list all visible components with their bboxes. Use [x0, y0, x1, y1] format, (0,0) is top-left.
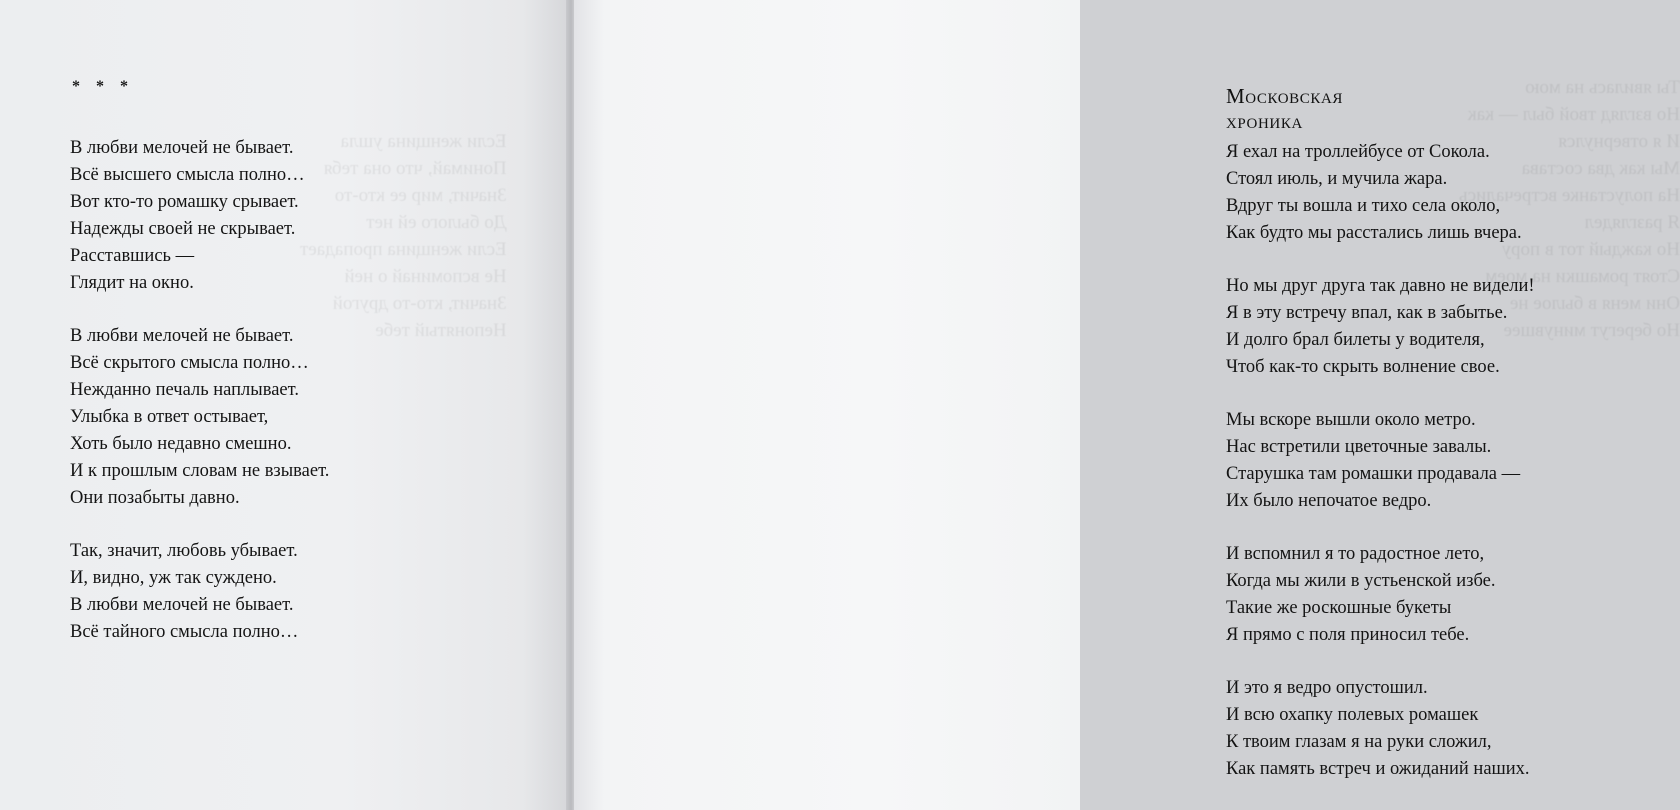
poem-line: В любви мелочей не бывает.: [70, 595, 294, 615]
stanza-gap: [70, 297, 329, 323]
stanza: [1226, 541, 1535, 649]
bleed-through-text: Если женщина ушла Понимай, что она тебя Значит, мир ее кто-то До былого ей нет Если женщина пропадает Не вспоминай о ней Значит, кто-то другой Непонятый тебе: [300, 131, 507, 341]
stanza: [70, 323, 329, 512]
poem-line: Как будто мы расстались лишь вчера.: [1226, 223, 1522, 243]
poem-line: Хоть было недавно смешно.: [70, 434, 292, 454]
stanza-gap: [1226, 649, 1535, 675]
poem-line: Расставшись —: [70, 246, 195, 266]
stanza-gap: [1226, 515, 1535, 541]
poem-line: Вот кто-то ромашку срывает.: [70, 192, 299, 212]
left-poem: [70, 135, 329, 646]
poem-line: Улыбка в ответ остывает,: [70, 407, 269, 427]
poem-line: Я ехал на троллейбусе от Сокола.: [1226, 142, 1490, 162]
poem-line: Я прямо с поля приносил тебе.: [1226, 625, 1470, 645]
poem-line: И, видно, уж так суждено.: [70, 568, 277, 588]
poem-line: Они позабыты давно.: [70, 488, 240, 508]
stanza: [1226, 675, 1535, 783]
poem-line: Нежданно печаль наплывает.: [70, 380, 299, 400]
stanza: [1226, 273, 1535, 381]
poem-line: К твоим глазам я на руки сложил,: [1226, 732, 1492, 752]
poem-line: Глядит на окно.: [70, 273, 194, 293]
poem-line: И долго брал билеты у водителя,: [1226, 330, 1485, 350]
poem-line: Так, значит, любовь убывает.: [70, 541, 298, 561]
stanza-gap: [1226, 247, 1535, 273]
stanza: [70, 135, 329, 297]
poem-line: Всё тайного смысла полно…: [70, 622, 299, 642]
poem-line: Когда мы жили в устьенской избе.: [1226, 571, 1496, 591]
poem-line: И это я ведро опустошил.: [1226, 678, 1428, 698]
poem-line: Такие же роскошные букеты: [1226, 598, 1452, 618]
poem-line: Надежды своей не скрывает.: [70, 219, 296, 239]
poem-line: И к прошлым словам не взывает.: [70, 461, 330, 481]
poem-line: Всё скрытого смысла полно…: [70, 353, 309, 373]
stanza: [70, 538, 329, 646]
poem-line: Но мы друг друга так давно не видели!: [1226, 276, 1535, 296]
stanza-gap: [70, 512, 329, 538]
stanza: [1226, 139, 1535, 247]
poem-title: Московская хроника: [1226, 84, 1344, 133]
poem-line: И вспомнил я то радостное лето,: [1226, 544, 1485, 564]
poem-line: В любви мелочей не бывает.: [70, 138, 294, 158]
section-ornament: * * *: [72, 78, 134, 95]
right-poem: [1226, 139, 1535, 783]
poem-line: Чтоб как-то скрыть волнение свое.: [1226, 357, 1500, 377]
poem-line: Их было непочатое ведро.: [1226, 491, 1432, 511]
poem-line: В любви мелочей не бывает.: [70, 326, 294, 346]
stanza-gap: [1226, 381, 1535, 407]
poem-line: Стоял июль, и мучила жара.: [1226, 169, 1448, 189]
poem-line: Как память встреч и ожиданий наших.: [1226, 759, 1530, 779]
poem-line: Я в эту встречу впал, как в забытье.: [1226, 303, 1508, 323]
bleed-through-text: Ты явилась на мою Но взгляд твой был — как И я отвернулся Мы как два состава На полустанке встречались Я разглядел Но каждый тот в пору Стоят ромашки на моем Они меня в былое не Но берегут минувшее: [1459, 77, 1680, 341]
poem-line: Всё высшего смысла полно…: [70, 165, 305, 185]
left-page: [0, 0, 568, 810]
poem-line: Нас встретили цветочные завалы.: [1226, 437, 1492, 457]
poem-line: Старушка там ромашки продавала —: [1226, 464, 1521, 484]
right-page: [574, 0, 1680, 810]
stanza: [1226, 407, 1535, 515]
poem-line: Вдруг ты вошла и тихо села около,: [1226, 196, 1501, 216]
poem-line: И всю охапку полевых ромашек: [1226, 705, 1479, 725]
poem-line: Мы вскоре вышли около метро.: [1226, 410, 1476, 430]
